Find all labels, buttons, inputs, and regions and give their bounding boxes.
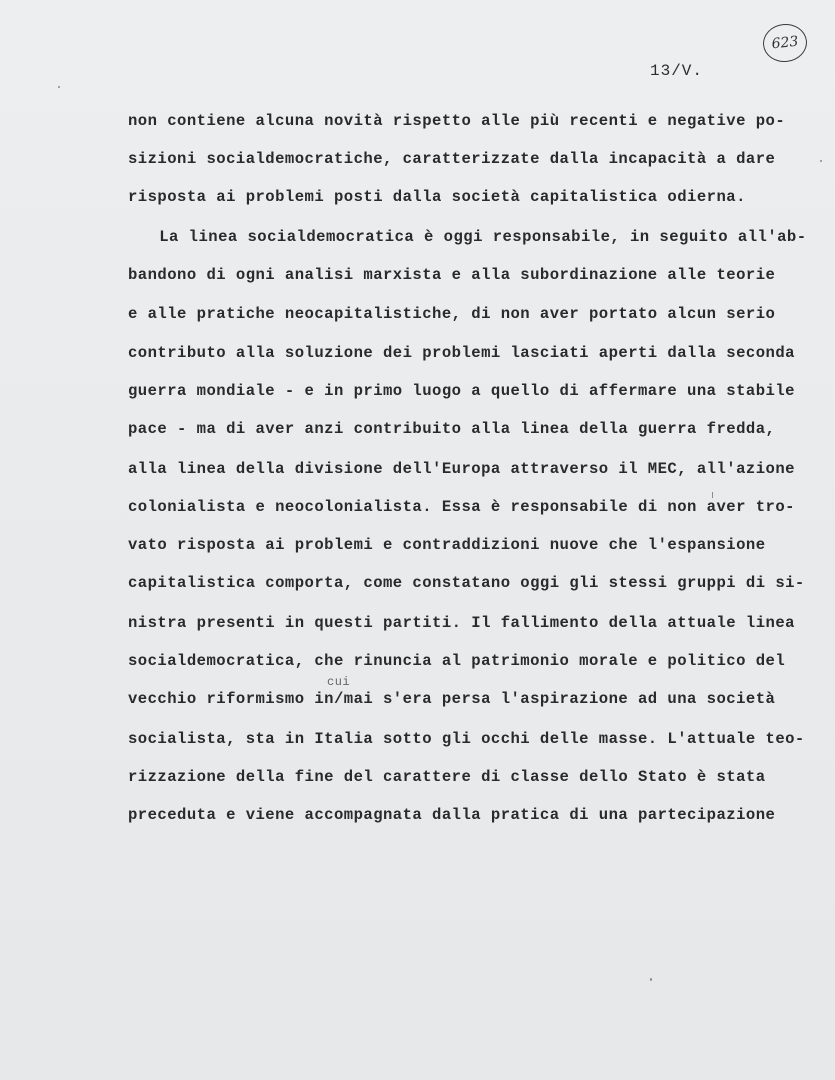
handwritten-insertion: cui	[327, 675, 351, 689]
text-line: preceduta e viene accompagnata dalla pratica di una partecipazione	[128, 806, 776, 824]
text-line: rizzazione della fine del carattere di classe dello Stato è stata	[128, 768, 766, 786]
text-line: contributo alla soluzione dei problemi lasciati aperti dalla seconda	[128, 344, 795, 362]
text-line: socialista, sta in Italia sotto gli occhi delle masse. L'attuale teo-	[128, 730, 805, 748]
paper-speck	[820, 160, 822, 162]
text-line: pace - ma di aver anzi contribuito alla linea della guerra fredda,	[128, 420, 776, 438]
text-line: socialdemocratica, che rinuncia al patrimonio morale e politico del	[128, 652, 786, 670]
paper-speck	[58, 86, 60, 88]
text-line: guerra mondiale - e in primo luogo a quello di affermare una stabile	[128, 382, 795, 400]
text-line: alla linea della divisione dell'Europa attraverso il MEC, all'azione	[128, 460, 795, 478]
archive-stamp-number: 623	[770, 33, 800, 53]
text-line: vecchio riformismo in/mai s'era persa l'aspirazione ad una società	[128, 690, 776, 708]
text-line: risposta ai problemi posti dalla società capitalistica odierna.	[128, 188, 746, 206]
text-line: bandono di ogni analisi marxista e alla subordinazione alle teorie	[128, 266, 776, 284]
text-line: colonialista e neocolonialista. Essa è responsabile di non aver tro-	[128, 498, 795, 516]
paper-speck	[712, 492, 713, 498]
text-line: nistra presenti in questi partiti. Il fallimento della attuale linea	[128, 614, 795, 632]
text-line: e alle pratiche neocapitalistiche, di non aver portato alcun serio	[128, 305, 776, 323]
text-line: vato risposta ai problemi e contraddizioni nuove che l'espansione	[128, 536, 766, 554]
archive-stamp	[761, 22, 809, 64]
text-line: La linea socialdemocratica è oggi responsabile, in seguito all'ab-	[120, 228, 807, 246]
text-line: sizioni socialdemocratiche, caratterizzate dalla incapacità a dare	[128, 150, 776, 168]
paper-speck	[650, 978, 652, 981]
text-line: capitalistica comporta, come constatano oggi gli stessi gruppi di si-	[128, 574, 805, 592]
page-number: 13/V.	[650, 62, 704, 80]
text-line: non contiene alcuna novità rispetto alle più recenti e negative po-	[128, 112, 786, 130]
